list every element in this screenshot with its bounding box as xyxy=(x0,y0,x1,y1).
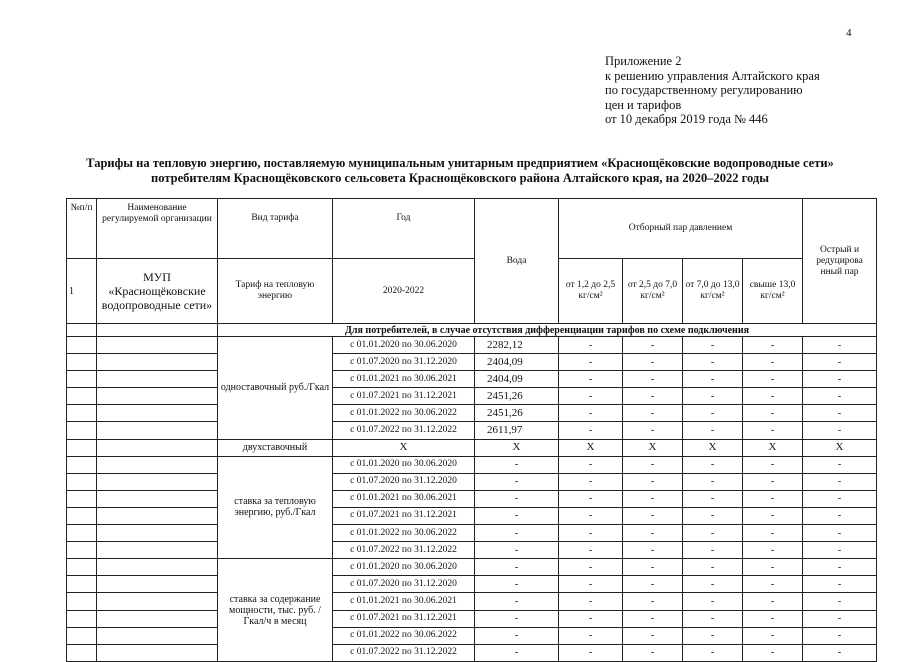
x-mark: X xyxy=(559,439,623,456)
empty-cell xyxy=(97,324,218,337)
empty-cell xyxy=(97,439,218,456)
dash-cell: - xyxy=(683,644,743,661)
period-cell: с 01.07.2021 по 31.12.2021 xyxy=(333,507,475,524)
dash-cell: - xyxy=(623,576,683,593)
dash-cell: - xyxy=(803,354,877,371)
two-rate-label: двухставочный xyxy=(218,439,333,456)
dash-cell: - xyxy=(559,644,623,661)
dash-cell: - xyxy=(623,610,683,627)
empty-cell xyxy=(67,593,97,610)
single-rate-row xyxy=(67,422,877,439)
dash-cell: - xyxy=(623,525,683,542)
dash-cell: - xyxy=(683,388,743,405)
header-row xyxy=(67,199,877,259)
water-value: - xyxy=(475,542,559,559)
empty-cell xyxy=(97,507,218,524)
dash-cell: - xyxy=(559,405,623,422)
dash-cell: - xyxy=(559,473,623,490)
dash-cell: - xyxy=(683,456,743,473)
dash-cell: - xyxy=(803,576,877,593)
period-cell: с 01.07.2020 по 31.12.2020 xyxy=(333,354,475,371)
dash-cell: - xyxy=(743,354,803,371)
org-year: 2020-2022 xyxy=(333,259,475,324)
dash-cell: - xyxy=(743,525,803,542)
empty-cell xyxy=(67,559,97,576)
water-value: 2451,26 xyxy=(475,405,559,422)
org-name: МУП «Краснощёковские водопроводные сети» xyxy=(97,259,218,324)
single-rate-row xyxy=(67,371,877,388)
water-value: - xyxy=(475,525,559,542)
period-cell: с 01.07.2020 по 31.12.2020 xyxy=(333,473,475,490)
dash-cell: - xyxy=(683,371,743,388)
period-cell: с 01.07.2022 по 31.12.2022 xyxy=(333,422,475,439)
capacity-rate-row xyxy=(67,644,877,661)
dash-cell: - xyxy=(683,542,743,559)
empty-cell xyxy=(67,324,97,337)
period-cell: с 01.01.2021 по 30.06.2021 xyxy=(333,490,475,507)
empty-cell xyxy=(67,388,97,405)
dash-cell: - xyxy=(803,490,877,507)
dash-cell: - xyxy=(743,610,803,627)
dash-cell: - xyxy=(743,405,803,422)
dash-cell: - xyxy=(623,593,683,610)
period-cell: с 01.07.2022 по 31.12.2022 xyxy=(333,542,475,559)
single-rate-row xyxy=(67,388,877,405)
dash-cell: - xyxy=(559,559,623,576)
header-steam-col: от 7,0 до 13,0 кг/см² xyxy=(683,259,743,324)
x-mark: X xyxy=(803,439,877,456)
period-cell: с 01.01.2022 по 30.06.2022 xyxy=(333,525,475,542)
single-rate-row xyxy=(67,337,877,354)
water-value: 2611,97 xyxy=(475,422,559,439)
dash-cell: - xyxy=(683,559,743,576)
capacity-rate-row xyxy=(67,627,877,644)
dash-cell: - xyxy=(559,593,623,610)
dash-cell: - xyxy=(623,473,683,490)
page-number: 4 xyxy=(846,27,852,39)
header-num: №п/п xyxy=(67,199,97,259)
empty-cell xyxy=(97,490,218,507)
dash-cell: - xyxy=(743,576,803,593)
dash-cell: - xyxy=(803,644,877,661)
water-value: 2282,12 xyxy=(475,337,559,354)
appendix-line: Приложение 2 xyxy=(605,54,682,68)
dash-cell: - xyxy=(623,456,683,473)
empty-cell xyxy=(97,405,218,422)
water-value: - xyxy=(475,473,559,490)
header-year: Год xyxy=(333,199,475,259)
appendix-line: к решению управления Алтайского края xyxy=(605,68,820,83)
x-mark: X xyxy=(333,439,475,456)
appendix-line: от 10 декабря 2019 года № 446 xyxy=(605,112,768,126)
dash-cell: - xyxy=(743,422,803,439)
dash-cell: - xyxy=(559,337,623,354)
empty-cell xyxy=(67,371,97,388)
x-mark: X xyxy=(683,439,743,456)
dash-cell: - xyxy=(743,542,803,559)
dash-cell: - xyxy=(559,490,623,507)
empty-cell xyxy=(97,371,218,388)
x-mark: X xyxy=(623,439,683,456)
dash-cell: - xyxy=(623,388,683,405)
dash-cell: - xyxy=(803,337,877,354)
header-org: Наименование регулируемой организации xyxy=(97,199,218,259)
heat-rate-row xyxy=(67,456,877,473)
dash-cell: - xyxy=(803,473,877,490)
empty-cell xyxy=(67,525,97,542)
title-line-2: потребителям Краснощёковского сельсовета Краснощёковского района Алтайского края, на 2020–2022 годы xyxy=(151,171,769,185)
heat-rate-row xyxy=(67,473,877,490)
dash-cell: - xyxy=(559,371,623,388)
dash-cell: - xyxy=(559,627,623,644)
dash-cell: - xyxy=(803,542,877,559)
empty-cell xyxy=(67,422,97,439)
appendix-line: по государственному регулированию xyxy=(605,83,803,97)
empty-cell xyxy=(97,354,218,371)
empty-cell xyxy=(67,507,97,524)
header-water: Вода xyxy=(475,199,559,324)
empty-cell xyxy=(67,337,97,354)
dash-cell: - xyxy=(623,405,683,422)
empty-cell xyxy=(97,422,218,439)
dash-cell: - xyxy=(623,354,683,371)
dash-cell: - xyxy=(683,337,743,354)
dash-cell: - xyxy=(743,456,803,473)
dash-cell: - xyxy=(743,627,803,644)
period-cell: с 01.01.2020 по 30.06.2020 xyxy=(333,337,475,354)
dash-cell: - xyxy=(559,388,623,405)
empty-cell xyxy=(67,490,97,507)
heat-rate-row xyxy=(67,507,877,524)
dash-cell: - xyxy=(743,559,803,576)
empty-cell xyxy=(67,456,97,473)
dash-cell: - xyxy=(683,576,743,593)
period-cell: с 01.07.2020 по 31.12.2020 xyxy=(333,576,475,593)
appendix-line: цен и тарифов xyxy=(605,97,682,112)
water-value: 2404,09 xyxy=(475,371,559,388)
dash-cell: - xyxy=(683,354,743,371)
water-value: - xyxy=(475,610,559,627)
single-rate-label: одноставочный руб./Гкал xyxy=(218,337,333,440)
period-cell: с 01.07.2021 по 31.12.2021 xyxy=(333,388,475,405)
dash-cell: - xyxy=(623,507,683,524)
period-cell: с 01.01.2020 по 30.06.2020 xyxy=(333,559,475,576)
dash-cell: - xyxy=(803,405,877,422)
single-rate-row xyxy=(67,354,877,371)
dash-cell: - xyxy=(623,337,683,354)
dash-cell: - xyxy=(743,644,803,661)
capacity-rate-row xyxy=(67,559,877,576)
empty-cell xyxy=(67,354,97,371)
dash-cell: - xyxy=(623,422,683,439)
empty-cell xyxy=(67,627,97,644)
dash-cell: - xyxy=(683,525,743,542)
dash-cell: - xyxy=(683,473,743,490)
dash-cell: - xyxy=(743,371,803,388)
dash-cell: - xyxy=(623,644,683,661)
dash-cell: - xyxy=(559,422,623,439)
dash-cell: - xyxy=(623,542,683,559)
empty-cell xyxy=(97,559,218,576)
water-value: - xyxy=(475,490,559,507)
dash-cell: - xyxy=(743,388,803,405)
header-steam-col: свыше 13,0 кг/см² xyxy=(743,259,803,324)
dash-cell: - xyxy=(683,610,743,627)
period-cell: с 01.01.2021 по 30.06.2021 xyxy=(333,593,475,610)
dash-cell: - xyxy=(803,610,877,627)
dash-cell: - xyxy=(803,559,877,576)
dash-cell: - xyxy=(623,490,683,507)
period-cell: с 01.01.2020 по 30.06.2020 xyxy=(333,456,475,473)
water-value: 2451,26 xyxy=(475,388,559,405)
empty-cell xyxy=(97,627,218,644)
empty-cell xyxy=(67,610,97,627)
period-cell: с 01.07.2022 по 31.12.2022 xyxy=(333,644,475,661)
heat-rate-row xyxy=(67,490,877,507)
dash-cell: - xyxy=(683,405,743,422)
empty-cell xyxy=(97,644,218,661)
x-mark: X xyxy=(475,439,559,456)
empty-cell xyxy=(67,405,97,422)
period-cell: с 01.01.2021 по 30.06.2021 xyxy=(333,371,475,388)
dash-cell: - xyxy=(623,627,683,644)
empty-cell xyxy=(67,644,97,661)
dash-cell: - xyxy=(683,507,743,524)
empty-cell xyxy=(97,388,218,405)
section-row xyxy=(67,324,877,337)
dash-cell: - xyxy=(743,337,803,354)
empty-cell xyxy=(97,542,218,559)
header-steam-col: от 1,2 до 2,5 кг/см² xyxy=(559,259,623,324)
x-mark: X xyxy=(743,439,803,456)
dash-cell: - xyxy=(559,525,623,542)
header-steam-col: от 2,5 до 7,0 кг/см² xyxy=(623,259,683,324)
dash-cell: - xyxy=(683,593,743,610)
dash-cell: - xyxy=(559,542,623,559)
dash-cell: - xyxy=(803,627,877,644)
single-rate-row xyxy=(67,405,877,422)
water-value: - xyxy=(475,559,559,576)
dash-cell: - xyxy=(683,627,743,644)
org-num: 1 xyxy=(67,259,97,324)
capacity-rate-row xyxy=(67,610,877,627)
water-value: - xyxy=(475,576,559,593)
capacity-rate-label: ставка за содержание мощности, тыс. руб. /Гкал/ч в месяц xyxy=(218,559,333,662)
empty-cell xyxy=(97,456,218,473)
header-sharp-steam: Острый и редуцирова нный пар xyxy=(803,199,877,324)
dash-cell: - xyxy=(559,507,623,524)
header-tariff-type: Вид тарифа xyxy=(218,199,333,259)
water-value: 2404,09 xyxy=(475,354,559,371)
empty-cell xyxy=(67,576,97,593)
dash-cell: - xyxy=(803,422,877,439)
dash-cell: - xyxy=(683,422,743,439)
water-value: - xyxy=(475,507,559,524)
dash-cell: - xyxy=(803,525,877,542)
heat-rate-row xyxy=(67,525,877,542)
capacity-rate-row xyxy=(67,593,877,610)
period-cell: с 01.01.2022 по 30.06.2022 xyxy=(333,405,475,422)
section-label: Для потребителей, в случае отсутствия дифференциации тарифов по схеме подключения xyxy=(218,324,877,337)
header-steam: Отборный пар давлением xyxy=(559,199,803,259)
water-value: - xyxy=(475,593,559,610)
dash-cell: - xyxy=(683,490,743,507)
empty-cell xyxy=(67,439,97,456)
empty-cell xyxy=(97,337,218,354)
dash-cell: - xyxy=(803,388,877,405)
period-cell: с 01.07.2021 по 31.12.2021 xyxy=(333,610,475,627)
dash-cell: - xyxy=(623,371,683,388)
dash-cell: - xyxy=(803,371,877,388)
empty-cell xyxy=(67,473,97,490)
water-value: - xyxy=(475,627,559,644)
empty-cell xyxy=(97,593,218,610)
dash-cell: - xyxy=(803,456,877,473)
tariff-table xyxy=(66,198,877,662)
dash-cell: - xyxy=(623,559,683,576)
heat-rate-row xyxy=(67,542,877,559)
water-value: - xyxy=(475,456,559,473)
water-value: - xyxy=(475,644,559,661)
dash-cell: - xyxy=(559,456,623,473)
empty-cell xyxy=(97,610,218,627)
empty-cell xyxy=(67,542,97,559)
dash-cell: - xyxy=(803,507,877,524)
heat-rate-label: ставка за тепловую энергию, руб./Гкал xyxy=(218,456,333,559)
dash-cell: - xyxy=(559,354,623,371)
two-rate-row xyxy=(67,439,877,456)
empty-cell xyxy=(97,525,218,542)
dash-cell: - xyxy=(743,593,803,610)
dash-cell: - xyxy=(559,576,623,593)
empty-cell xyxy=(97,473,218,490)
dash-cell: - xyxy=(559,610,623,627)
dash-cell: - xyxy=(743,473,803,490)
document-title xyxy=(40,156,880,186)
dash-cell: - xyxy=(743,507,803,524)
period-cell: с 01.01.2022 по 30.06.2022 xyxy=(333,627,475,644)
dash-cell: - xyxy=(803,593,877,610)
appendix-block xyxy=(605,54,820,127)
dash-cell: - xyxy=(743,490,803,507)
org-tariff-type: Тариф на тепловую энергию xyxy=(218,259,333,324)
empty-cell xyxy=(97,576,218,593)
title-line-1: Тарифы на тепловую энергию, поставляемую муниципальным унитарным предприятием «Краснощёковские водопроводные сети» xyxy=(86,156,834,170)
capacity-rate-row xyxy=(67,576,877,593)
